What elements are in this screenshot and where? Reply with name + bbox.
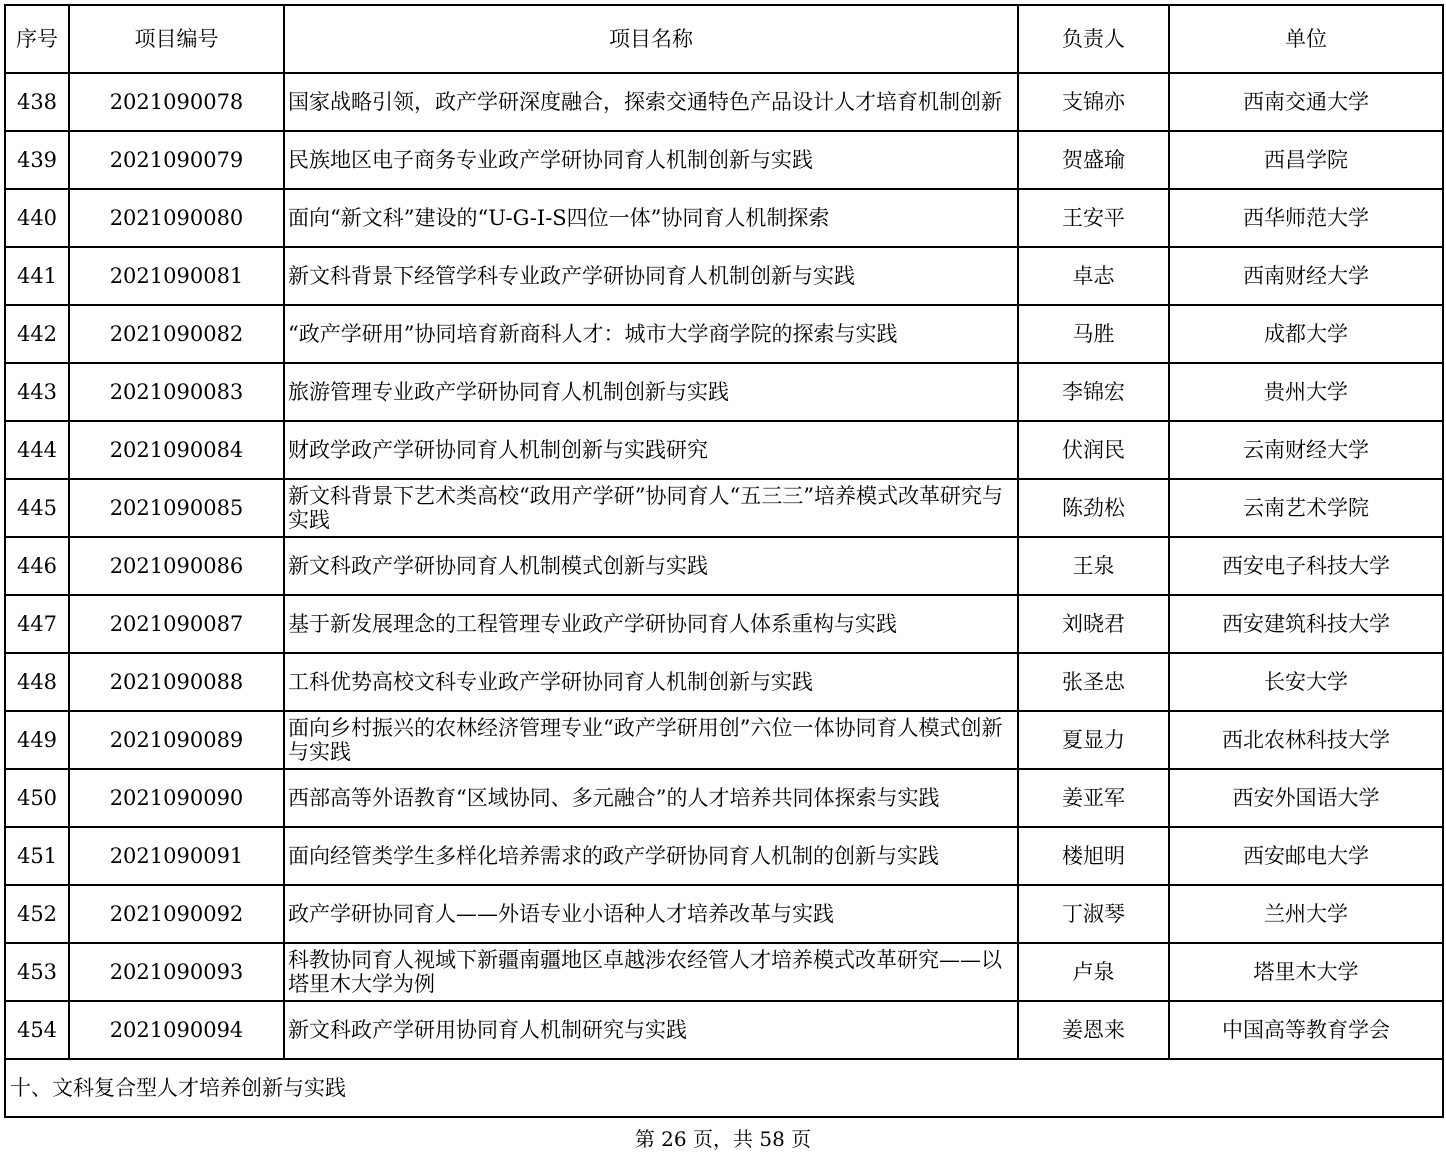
cell-leader: 伏润民 [1018, 421, 1169, 479]
cell-unit: 中国高等教育学会 [1169, 1001, 1443, 1059]
cell-code: 2021090080 [69, 189, 284, 247]
cell-project-name: 科教协同育人视域下新疆南疆地区卓越涉农经管人才培养模式改革研究——以塔里木大学为例 [284, 943, 1018, 1001]
cell-code: 2021090093 [69, 943, 284, 1001]
cell-project-name: 国家战略引领，政产学研深度融合，探索交通特色产品设计人才培育机制创新 [284, 73, 1018, 131]
page-number: 第 26 页，共 58 页 [634, 1127, 812, 1151]
cell-leader: 王泉 [1018, 537, 1169, 595]
cell-leader: 楼旭明 [1018, 827, 1169, 885]
cell-code: 2021090082 [69, 305, 284, 363]
cell-unit: 塔里木大学 [1169, 943, 1443, 1001]
cell-leader: 陈劲松 [1018, 479, 1169, 537]
cell-unit: 西安电子科技大学 [1169, 537, 1443, 595]
cell-seq: 442 [5, 305, 69, 363]
cell-seq: 454 [5, 1001, 69, 1059]
table-row [5, 421, 1443, 479]
cell-seq: 447 [5, 595, 69, 653]
cell-seq: 450 [5, 769, 69, 827]
cell-unit: 西安建筑科技大学 [1169, 595, 1443, 653]
cell-project-name: 政产学研协同育人——外语专业小语种人才培养改革与实践 [284, 885, 1018, 943]
cell-unit: 兰州大学 [1169, 885, 1443, 943]
table-row [5, 827, 1443, 885]
table-row [5, 537, 1443, 595]
table-row [5, 1001, 1443, 1059]
cell-project-name: 工科优势高校文科专业政产学研协同育人机制创新与实践 [284, 653, 1018, 711]
cell-seq: 438 [5, 73, 69, 131]
cell-code: 2021090094 [69, 1001, 284, 1059]
cell-code: 2021090091 [69, 827, 284, 885]
cell-project-name: 新文科政产学研协同育人机制模式创新与实践 [284, 537, 1018, 595]
cell-seq: 439 [5, 131, 69, 189]
cell-leader: 刘晓君 [1018, 595, 1169, 653]
cell-seq: 443 [5, 363, 69, 421]
cell-code: 2021090089 [69, 711, 284, 769]
cell-project-name: 旅游管理专业政产学研协同育人机制创新与实践 [284, 363, 1018, 421]
cell-unit: 西昌学院 [1169, 131, 1443, 189]
table-row [5, 885, 1443, 943]
cell-unit: 贵州大学 [1169, 363, 1443, 421]
cell-code: 2021090090 [69, 769, 284, 827]
cell-code: 2021090086 [69, 537, 284, 595]
cell-code: 2021090087 [69, 595, 284, 653]
cell-project-name: 面向“新文科”建设的“U-G-I-S四位一体”协同育人机制探索 [284, 189, 1018, 247]
cell-leader: 丁淑琴 [1018, 885, 1169, 943]
cell-project-name: 新文科政产学研用协同育人机制研究与实践 [284, 1001, 1018, 1059]
header-unit: 单位 [1169, 5, 1443, 73]
header-row [5, 5, 1443, 73]
table-row [5, 247, 1443, 305]
cell-leader: 姜恩来 [1018, 1001, 1169, 1059]
cell-seq: 440 [5, 189, 69, 247]
cell-leader: 夏显力 [1018, 711, 1169, 769]
cell-code: 2021090092 [69, 885, 284, 943]
cell-seq: 453 [5, 943, 69, 1001]
cell-code: 2021090088 [69, 653, 284, 711]
cell-unit: 西北农林科技大学 [1169, 711, 1443, 769]
cell-unit: 西安邮电大学 [1169, 827, 1443, 885]
cell-project-name: 面向乡村振兴的农林经济管理专业“政产学研用创”六位一体协同育人模式创新与实践 [284, 711, 1018, 769]
table-row [5, 73, 1443, 131]
header-seq: 序号 [5, 5, 69, 73]
cell-project-name: 财政学政产学研协同育人机制创新与实践研究 [284, 421, 1018, 479]
cell-project-name: 西部高等外语教育“区域协同、多元融合”的人才培养共同体探索与实践 [284, 769, 1018, 827]
cell-unit: 西安外国语大学 [1169, 769, 1443, 827]
cell-leader: 李锦宏 [1018, 363, 1169, 421]
cell-unit: 西南财经大学 [1169, 247, 1443, 305]
cell-leader: 马胜 [1018, 305, 1169, 363]
table-row [5, 479, 1443, 537]
cell-leader: 姜亚军 [1018, 769, 1169, 827]
cell-code: 2021090084 [69, 421, 284, 479]
table-row [5, 769, 1443, 827]
cell-unit: 成都大学 [1169, 305, 1443, 363]
header-code: 项目编号 [69, 5, 284, 73]
cell-project-name: 民族地区电子商务专业政产学研协同育人机制创新与实践 [284, 131, 1018, 189]
cell-project-name: “政产学研用”协同培育新商科人才：城市大学商学院的探索与实践 [284, 305, 1018, 363]
cell-unit: 云南财经大学 [1169, 421, 1443, 479]
header-name: 项目名称 [284, 5, 1018, 73]
cell-leader: 卓志 [1018, 247, 1169, 305]
cell-unit: 西南交通大学 [1169, 73, 1443, 131]
project-table [4, 4, 1444, 1118]
cell-code: 2021090081 [69, 247, 284, 305]
table-row [5, 131, 1443, 189]
table-row [5, 711, 1443, 769]
cell-unit: 云南艺术学院 [1169, 479, 1443, 537]
cell-code: 2021090078 [69, 73, 284, 131]
cell-project-name: 新文科背景下艺术类高校“政用产学研”协同育人“五三三”培养模式改革研究与实践 [284, 479, 1018, 537]
cell-code: 2021090083 [69, 363, 284, 421]
cell-project-name: 基于新发展理念的工程管理专业政产学研协同育人体系重构与实践 [284, 595, 1018, 653]
table-row [5, 363, 1443, 421]
table-row [5, 943, 1443, 1001]
cell-seq: 444 [5, 421, 69, 479]
cell-leader: 王安平 [1018, 189, 1169, 247]
cell-leader: 卢泉 [1018, 943, 1169, 1001]
cell-seq: 441 [5, 247, 69, 305]
cell-leader: 贺盛瑜 [1018, 131, 1169, 189]
table-row [5, 189, 1443, 247]
cell-seq: 446 [5, 537, 69, 595]
section-row [5, 1059, 1443, 1117]
table-row [5, 595, 1443, 653]
cell-seq: 448 [5, 653, 69, 711]
cell-leader: 支锦亦 [1018, 73, 1169, 131]
cell-code: 2021090079 [69, 131, 284, 189]
header-leader: 负责人 [1018, 5, 1169, 73]
table-row [5, 653, 1443, 711]
cell-seq: 449 [5, 711, 69, 769]
cell-unit: 西华师范大学 [1169, 189, 1443, 247]
cell-seq: 451 [5, 827, 69, 885]
cell-leader: 张圣忠 [1018, 653, 1169, 711]
section-title: 十、文科复合型人才培养创新与实践 [5, 1059, 1443, 1117]
table-row [5, 305, 1443, 363]
cell-seq: 445 [5, 479, 69, 537]
cell-project-name: 新文科背景下经管学科专业政产学研协同育人机制创新与实践 [284, 247, 1018, 305]
cell-code: 2021090085 [69, 479, 284, 537]
cell-project-name: 面向经管类学生多样化培养需求的政产学研协同育人机制的创新与实践 [284, 827, 1018, 885]
cell-seq: 452 [5, 885, 69, 943]
cell-unit: 长安大学 [1169, 653, 1443, 711]
